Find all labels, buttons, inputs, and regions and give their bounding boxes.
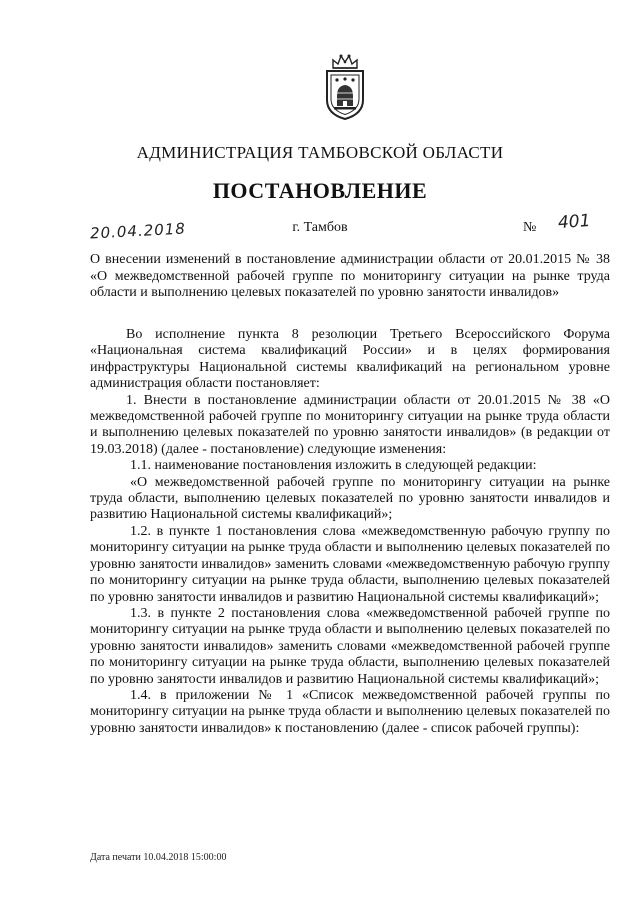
handwritten-number: 401 bbox=[557, 210, 592, 234]
number-label: № bbox=[523, 220, 537, 235]
paragraph-1-1-text: «О межведомственной рабочей группе по мониторингу ситуации на рынке труда области, выполнению целевых показателей по уровню занятости инвалидов и развитию Национальной системы квалификаций»; bbox=[90, 474, 610, 523]
preamble-paragraph: Во исполнение пункта 8 резолюции Третьего Всероссийского Форума «Национальная система квалификаций России» и в целях формирования инфраструктуры Национальной системы квалификаций на региональном уровне администрация области постановляет: bbox=[90, 327, 610, 392]
authority-name: АДМИНИСТРАЦИЯ ТАМБОВСКОЙ ОБЛАСТИ bbox=[136, 143, 504, 162]
handwritten-date: 20.04.2018 bbox=[89, 219, 187, 243]
paragraph-1-3: 1.3. в пункте 2 постановления слова «межведомственной рабочей группе по мониторингу ситуации на рынке труда области и выполнению целевых показателей по уровню занятости инвалидов» заменить словами «межведомственной рабочей группе по мониторингу ситуации на рынке труда области, выполнению целевых показателей по уровню занятости инвалидов и развитию Национальной системы квалификаций»; bbox=[90, 605, 610, 687]
print-date-footer: Дата печати 10.04.2018 15:00:00 bbox=[90, 852, 227, 863]
document-type-title: ПОСТАНОВЛЕНИЕ bbox=[212, 178, 428, 203]
tambov-coat-of-arms-icon bbox=[321, 52, 369, 122]
paragraph-1-1: 1.1. наименование постановления изложить в следующей редакции: bbox=[130, 458, 537, 474]
paragraph-1-4: 1.4. в приложении № 1 «Список межведомственной рабочей группы по мониторингу ситуации на рынке труда области и выполнению целевых показателей по уровню занятости инвалидов» к постановлению (далее - список рабочей группы): bbox=[90, 687, 610, 736]
paragraph-1-2: 1.2. в пункте 1 постановления слова «межведомственную рабочую группу по мониторингу ситуации на рынке труда области и выполнению целевых показателей по уровню занятости инвалидов» заменить словами «межведомственную рабочую группу по мониторингу ситуации на рынке труда области, выполнению целевых показателей по уровню занятости инвалидов и развитию Национальной системы квалификаций»; bbox=[90, 523, 610, 605]
paragraph-1: 1. Внести в постановление администрации области от 20.01.2015 № 38 «О межведомственной рабочей группе по мониторингу ситуации на рынке труда области и выполнению целевых показателей по уровню занятости инвалидов» (в редакции от 19.03.2018) (далее - постановление) следующие изменения: bbox=[90, 392, 610, 457]
document-body bbox=[90, 327, 610, 737]
city-label: г. Тамбов bbox=[292, 220, 348, 235]
document-subject: О внесении изменений в постановление администрации области от 20.01.2015 № 38 «О межведомственной рабочей группе по мониторингу ситуации на рынке труда области и выполнению целевых показателей по уровню занятости инвалидов» bbox=[90, 252, 610, 300]
